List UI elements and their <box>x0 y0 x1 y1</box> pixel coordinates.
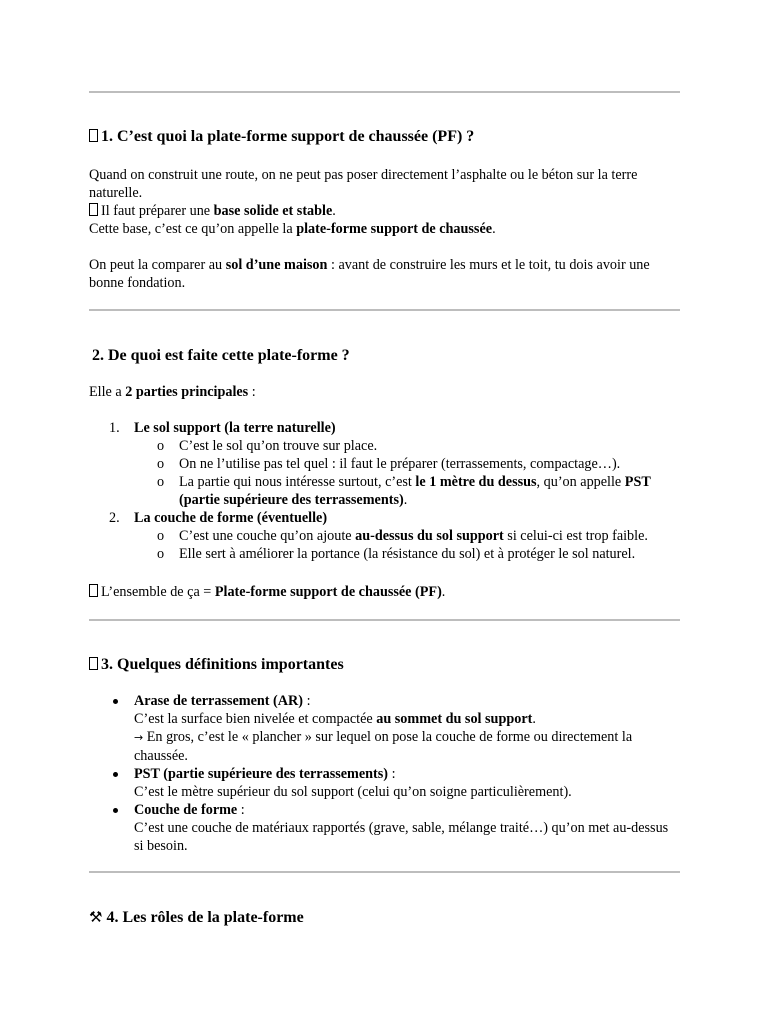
hammer-pick-icon: ⚒ <box>89 908 103 926</box>
section-2 <box>89 346 680 366</box>
definition-pst: PST (partie supérieure des terrassements) : C’est le mètre supérieur du sol support (celui qu’on soigne particulièrement). <box>89 765 680 801</box>
paragraph-comparison: On peut la comparer au sol d’une maison : avant de construire les murs et le toit, tu dois avoir une bonne fondation. <box>89 257 650 291</box>
divider-3 <box>89 871 680 873</box>
bullet-icon <box>113 699 118 704</box>
section-4-heading: ⚒ 4. Les rôles de la plate-forme <box>89 908 304 926</box>
missing-glyph-icon <box>89 203 98 216</box>
section-2-summary <box>89 583 680 601</box>
arrow-right-icon: → <box>134 731 144 744</box>
missing-glyph-icon <box>89 129 98 142</box>
paragraph-base: Il faut préparer une base solide et stable. <box>89 202 680 220</box>
list-item-couche-de-forme: 2. La couche de forme (éventuelle) o C’est une couche qu’on ajoute au-dessus du sol support si celui-ci est trop faible. o Elle sert à améliorer la portance (la résistance du sol) et à protéger le sol naturel. <box>89 509 680 563</box>
sub-item: o Elle sert à améliorer la portance (la résistance du sol) et à protéger le sol naturel. <box>157 546 636 562</box>
divider-top <box>89 91 680 93</box>
missing-glyph-icon <box>89 657 98 670</box>
parts-list <box>89 419 680 563</box>
list-item-title: La couche de forme (éventuelle) <box>134 510 328 526</box>
sub-item: o C’est le sol qu’on trouve sur place. <box>157 438 378 454</box>
definition-couche-de-forme: Couche de forme : C’est une couche de matériaux rapportés (grave, sable, mélange traité…) qu’on met au-dessus si besoin. <box>89 801 680 855</box>
section-1-heading: 1. C’est quoi la plate-forme support de chaussée (PF) ? <box>89 127 680 147</box>
bullet-icon <box>113 808 118 813</box>
section-4 <box>89 907 680 928</box>
list-item-sol-support: 1. Le sol support (la terre naturelle) o C’est le sol qu’on trouve sur place. o On ne l’utilise pas tel quel : il faut le préparer (terrassements, compactage…). o La partie qui nous intéresse surtout, c’est le 1 mètre du dessus, qu’on appelle PST (partie supérieure des terrassements). <box>89 419 680 509</box>
paragraph-summary: L’ensemble de ça = Plate-forme support de chaussée (PF). <box>89 583 680 601</box>
section-2-intro <box>89 383 680 401</box>
section-1-body <box>89 166 680 238</box>
divider-1 <box>89 309 680 311</box>
paragraph-definition: Cette base, c’est ce qu’on appelle la plate-forme support de chaussée. <box>89 221 496 237</box>
bullet-icon <box>113 772 118 777</box>
section-2-heading: 2. De quoi est faite cette plate-forme ? <box>92 347 350 364</box>
sub-item: o C’est une couche qu’on ajoute au-dessus du sol support si celui-ci est trop faible. <box>157 528 648 544</box>
section-3 <box>89 655 680 675</box>
definitions-list <box>89 692 680 855</box>
missing-glyph-icon <box>89 584 98 597</box>
section-1-comparison <box>89 256 680 292</box>
section-1 <box>89 127 680 147</box>
paragraph-intro: Quand on construit une route, on ne peut pas poser directement l’asphalte ou le béton sur la terre naturelle. <box>89 167 638 201</box>
list-item-title: Le sol support (la terre naturelle) <box>134 420 336 436</box>
sub-item: o La partie qui nous intéresse surtout, c’est le 1 mètre du dessus, qu’on appelle PST (partie supérieure des terrassements). <box>157 474 651 508</box>
section-3-heading: 3. Quelques définitions importantes <box>89 655 680 675</box>
paragraph-parts: Elle a 2 parties principales : <box>89 384 256 400</box>
divider-2 <box>89 619 680 621</box>
definition-arase: Arase de terrassement (AR) : C’est la surface bien nivelée et compactée au sommet du sol support. → En gros, c’est le « plancher » sur lequel on pose la couche de forme ou directement la chaussée. <box>89 692 680 765</box>
sub-item: o On ne l’utilise pas tel quel : il faut le préparer (terrassements, compactage…). <box>157 456 621 472</box>
